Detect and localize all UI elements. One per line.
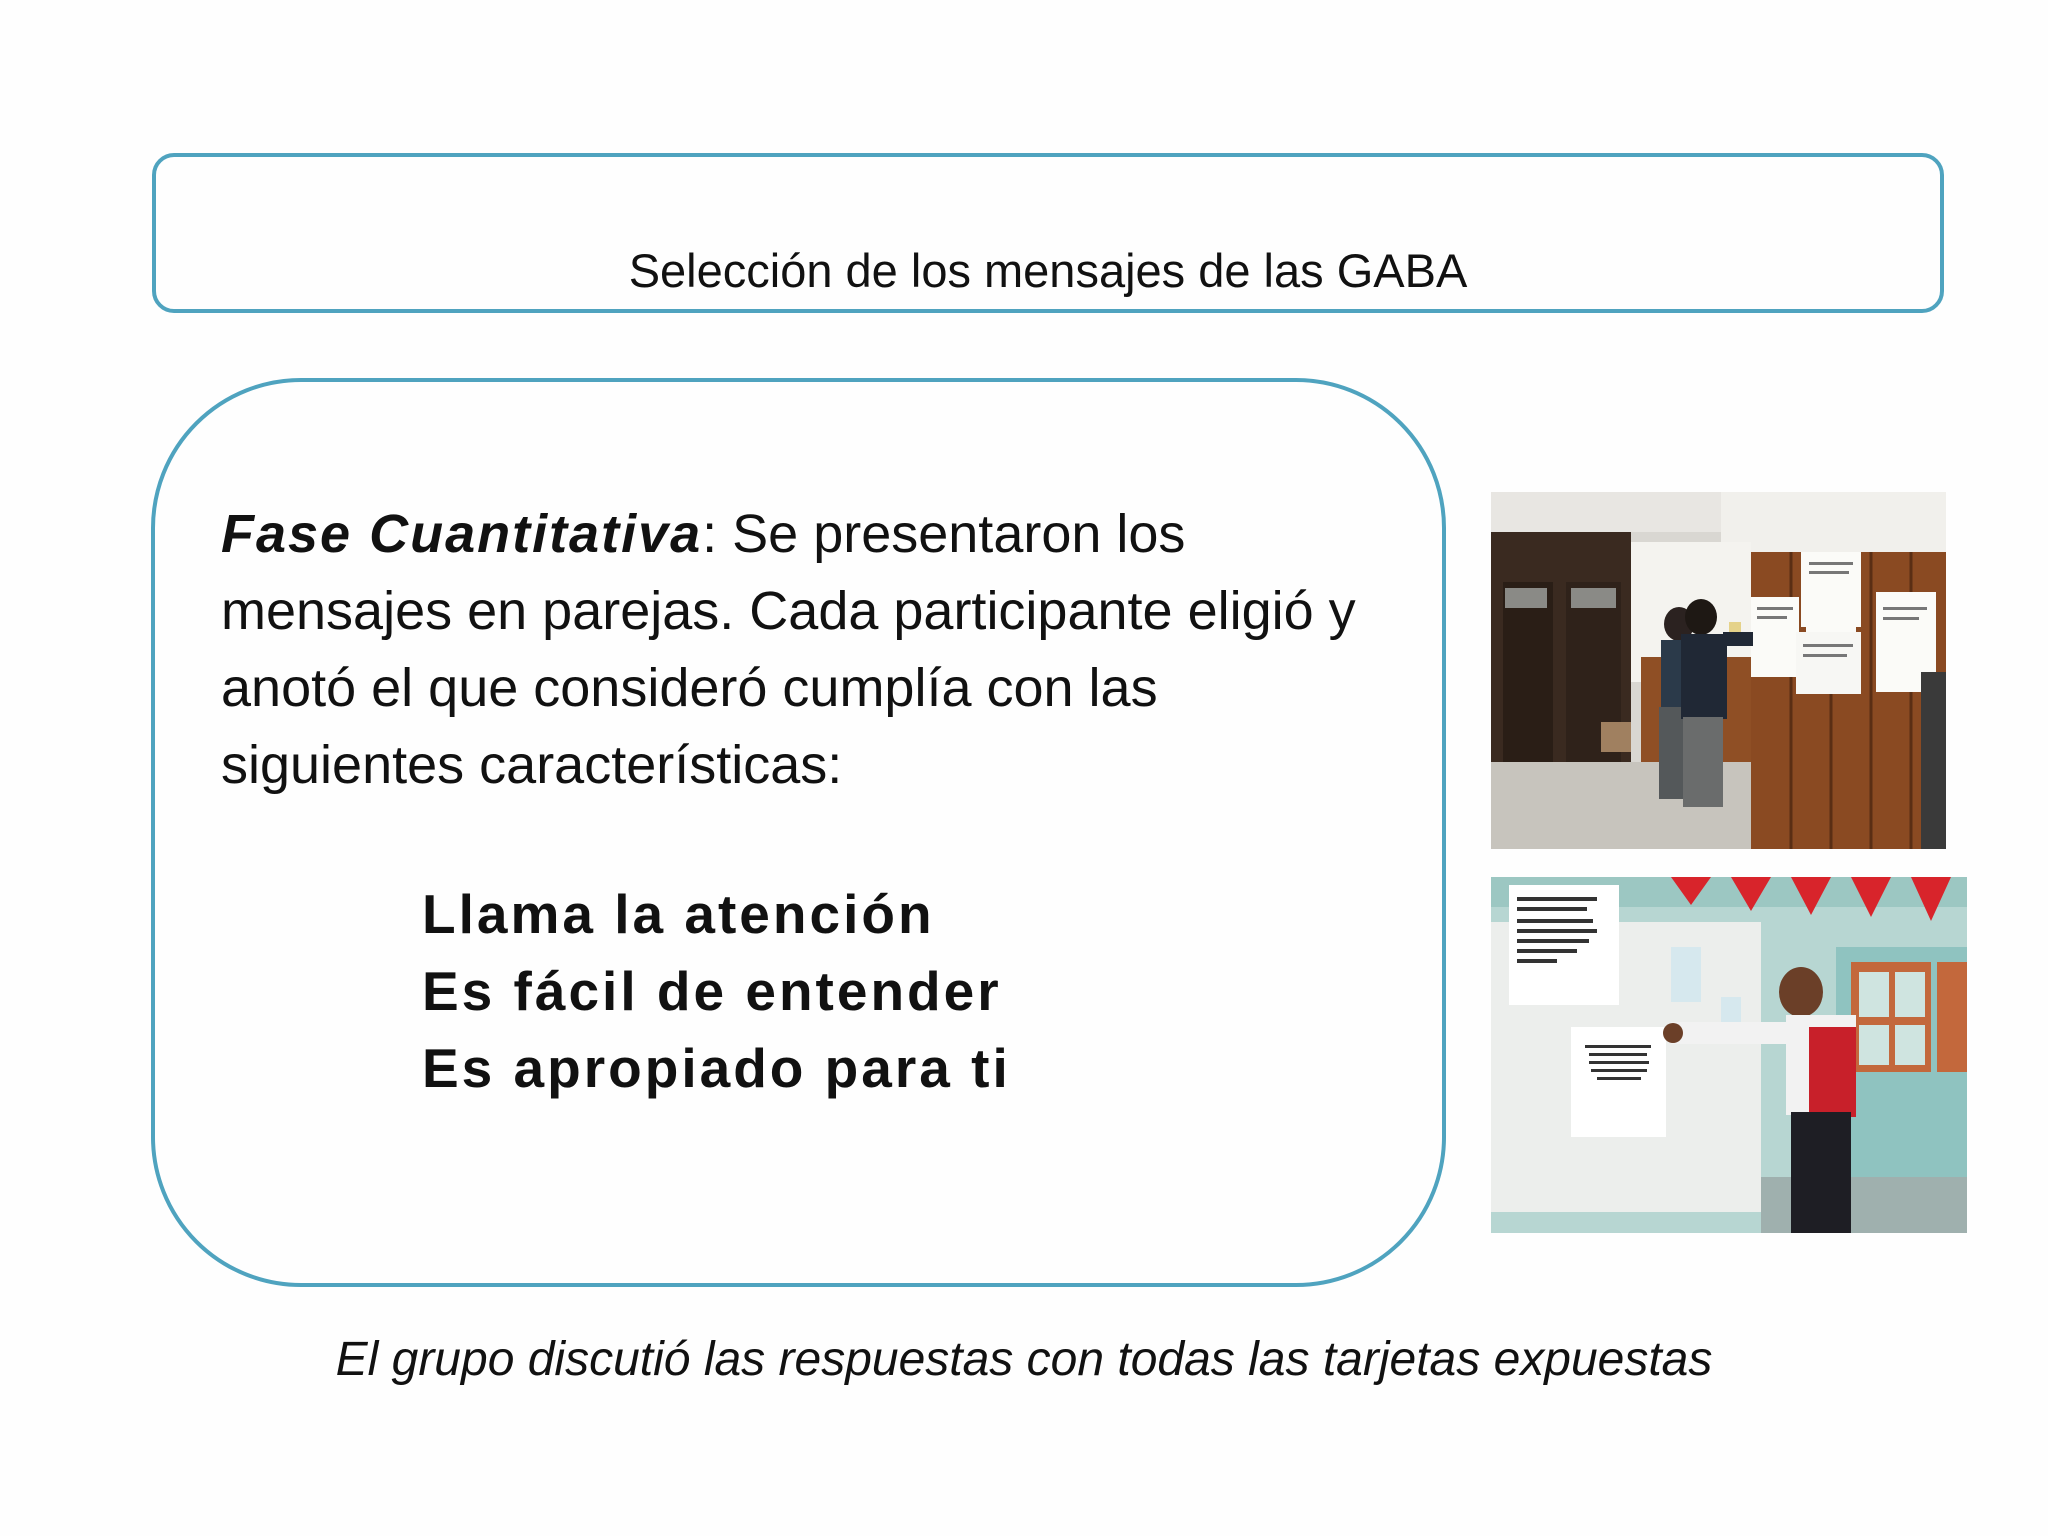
phase-label: Fase Cuantitativa <box>221 504 703 564</box>
criteria-item: Es apropiado para ti <box>422 1037 1011 1099</box>
photo-caption: El grupo discutió las respuestas con todas las tarjetas expuestas <box>335 1333 1713 1386</box>
photo-man-image <box>1491 877 1967 1233</box>
criteria-list <box>422 876 1011 1107</box>
photo-students-at-wall <box>1491 492 1946 849</box>
photo-man-at-whiteboard <box>1491 877 1967 1233</box>
intro-paragraph <box>221 496 1371 804</box>
title-box <box>152 153 1944 313</box>
slide-title: Selección de los mensajes de las GABA <box>628 244 1468 297</box>
criteria-item: Llama la atención <box>422 883 935 945</box>
photo-students-image <box>1491 492 1946 849</box>
intro-text: : Se presentaron los mensajes en parejas. Cada participante eligió y anotó el que consideró cumplía con las siguientes características: <box>221 504 1356 795</box>
content-box <box>151 378 1446 1287</box>
criteria-item: Es fácil de entender <box>422 960 1002 1022</box>
